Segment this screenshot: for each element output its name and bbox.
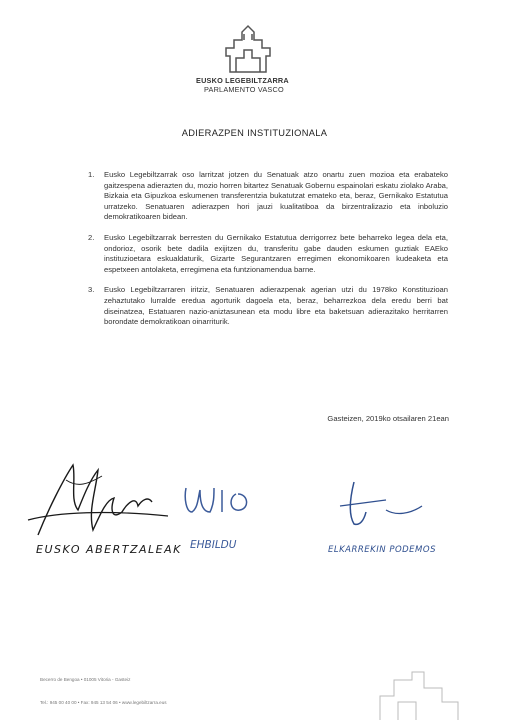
signature-ehbildu: [178, 468, 278, 558]
document-date: Gasteizen, 2019ko otsailaren 21ean: [327, 414, 449, 423]
paragraph-item: [88, 233, 448, 275]
paragraph-text: Eusko Legebiltzarrak oso larritzat jotzen du Senatuak atzo onartu zuen mozioa eta erabateko gaitzespena adierazten du, mozio horren bitartez Senatuak Gobernu espainolari eskatu ziolako Araba, Bizkaia eta Gipuzkoa eskumenen transferentzia bukatutzat emateko eta, beraz, Gernikako Estatutua urratzeko. Senatuaren adierazpen hori jauzi kualitatiboa da birzentralizazio eta inboluzio demokratikoaren bidean.: [104, 170, 448, 222]
paragraph-item: [88, 285, 448, 327]
org-name-basque: EUSKO LEGEBILTZARRA: [196, 76, 289, 85]
footer-contact: Tel.: 945 00 40 00 • Fax: 945 13 54 06 • www.legebiltzarra.eus: [40, 700, 167, 705]
paragraph-number: 2.: [88, 232, 95, 242]
signature-scribble-icon: [178, 468, 278, 558]
signature-elkarrekin-podemos: [326, 470, 486, 560]
parliament-logo-icon: [222, 20, 274, 76]
paragraph-number: 3.: [88, 285, 95, 295]
footer-logo-watermark-icon: [376, 668, 462, 720]
document-body: [88, 170, 448, 338]
signature-label: EUSKO ABERTZALEAK: [36, 543, 182, 556]
paragraph-text: Eusko Legebiltzarraren iritziz, Senatuaren adierazpenak agerian utzi du 1978ko Konstituzioan zehaztutako lurralde eredua agorturik dagoela eta, beraz, beharrezkoa dela eredu berri bat diseinatzea, Estatuaren nazio-aniztasunean eta modu libre eta baketsuan adierazitako herritarren borondate demokratikoan oinarriturik.: [104, 285, 448, 327]
signature-scribble-icon: [326, 470, 486, 560]
document-footer: [40, 668, 167, 714]
paragraph-text: Eusko Legebiltzarrak berresten du Gernikako Estatutua derrigorrez bete beharreko legea dela eta, ondorioz, osorik bete dadila exijitzen du, transferitu gabe dauden eskumen guztiak EAEko instituzioetara eskualdaturik, Gizarte Segurantzaren erregimen ekonomikoaren kudeaketa eta espetxeen antolaketa, erregimena eta funtzionamendua barne.: [104, 232, 448, 274]
paragraph-number: 1.: [88, 170, 95, 179]
document-title: ADIERAZPEN INSTITUZIONALA: [181, 128, 328, 138]
paragraph-item: [88, 170, 448, 223]
signature-label: EHBILDU: [190, 539, 237, 551]
org-name-spanish: PARLAMENTO VASCO: [204, 85, 284, 94]
organization-name: [196, 76, 336, 94]
footer-address: Becerro de Bengoa • 01005 Vitoria - Gasteiz: [40, 677, 131, 682]
signature-label: ELKARREKIN PODEMOS: [328, 545, 436, 555]
